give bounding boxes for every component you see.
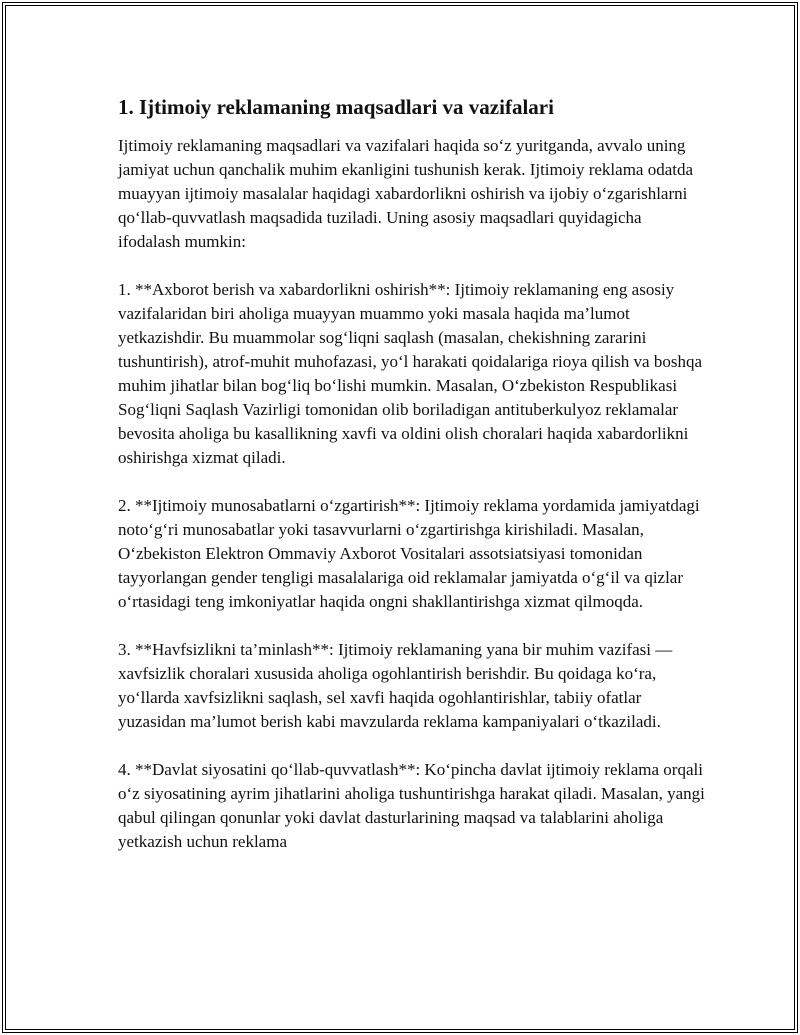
paragraph-intro: Ijtimoiy reklamaning maqsadlari va vazifalari haqida so‘z yuritganda, avvalo uning jamiyat uchun qanchalik muhim ekanligini tushunish kerak. Ijtimoiy reklama odatda muayyan ijtimoiy masalalar haqidagi xabardorlikni oshirish va ijobiy o‘zgarishlarni qo‘llab-quvvatlash maqsadida tuziladi. Uning asosiy maqsadlari quyidagicha ifodalash mumkin: xyxy=(118,136,694,251)
paragraph-item-2: 2. **Ijtimoiy munosabatlarni o‘zgartirish**: Ijtimoiy reklama yordamida jamiyatdagi noto‘g‘ri munosabatlar yoki tasavvurlarni o‘zgartirishga kirishiladi. Masalan, O‘zbekiston Elektron Ommaviy Axborot Vositalari assotsiatsiyasi tomonidan tayyorlangan gender tengligi masalalariga oid reklamalar jamiyatda o‘g‘il va qizlar o‘rtasidagi teng imkoniyatlar haqida ongni shakllantirishga xizmat qilmoqda. xyxy=(118,496,700,611)
paragraph-item-4: 4. **Davlat siyosatini qo‘llab-quvvatlash**: Ko‘pincha davlat ijtimoiy reklama orqali o‘z siyosatining ayrim jihatlarini aholiga tushuntirishga harakat qiladi. Masalan, yangi qabul qilingan qonunlar yoki davlat dasturlarining maqsad va talablarini aholiga yetkazish uchun reklama xyxy=(118,760,705,851)
document-body xyxy=(118,94,708,878)
paragraph-item-3: 3. **Havfsizlikni ta’minlash**: Ijtimoiy reklamaning yana bir muhim vazifasi — xavfsizlik choralari xususida aholiga ogohlantirish berishdir. Bu qoidaga ko‘ra, yo‘llarda xavfsizlikni saqlash, sel xavfi haqida ogohlantirishlar, tabiiy ofatlar yuzasidan ma’lumot berish kabi mavzularda reklama kampaniyalari o‘tkaziladi. xyxy=(118,640,673,731)
paragraph-item-1: 1. **Axborot berish va xabardorlikni oshirish**: Ijtimoiy reklamaning eng asosiy vazifalaridan biri aholiga muayyan muammo yoki masala haqida ma’lumot yetkazishdir. Bu muammolar sog‘liqni saqlash (masalan, chekishning zararini tushuntirish), atrof-muhit muhofazasi, yo‘l harakati qoidalariga rioya qilish va boshqa muhim jihatlar bilan bog‘liq bo‘lishi mumkin. Masalan, O‘zbekiston Respublikasi Sog‘liqni Saqlash Vazirligi tomonidan olib boriladigan antituberkulyoz reklamalar bevosita aholiga bu kasallikning xavfi va oldini olish choralari haqida xabardorlikni oshirishga xizmat qiladi. xyxy=(118,280,702,467)
document-title: 1. Ijtimoiy reklamaning maqsadlari va vazifalari xyxy=(118,95,554,119)
